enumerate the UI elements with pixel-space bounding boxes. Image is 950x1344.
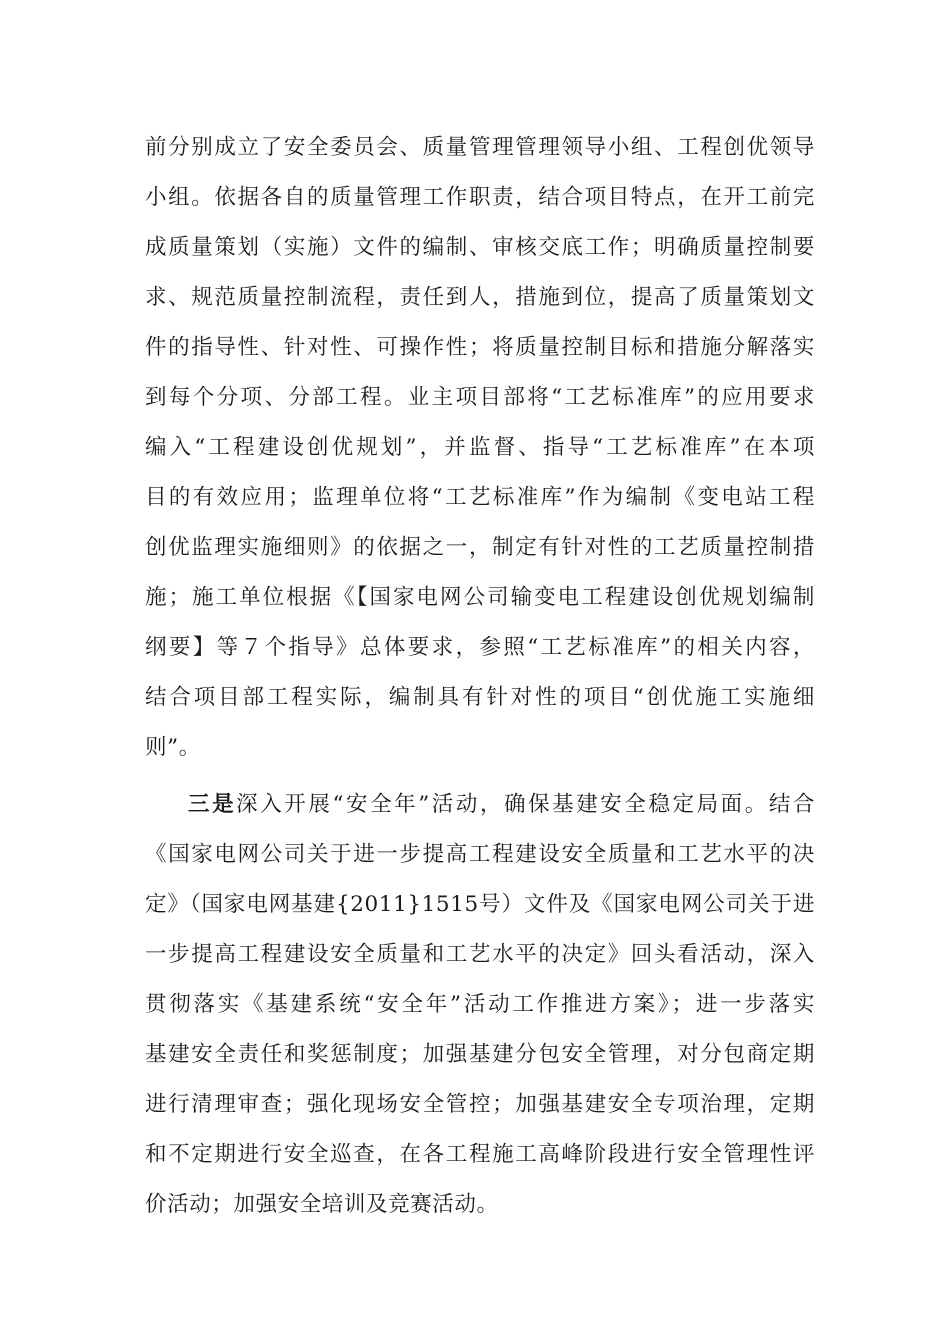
paragraph-line: 纲要】等７个指导》总体要求，参照“工艺标准库”的相关内容， xyxy=(145,635,815,660)
paragraph-line: 件的指导性、针对性、可操作性；将质量控制目标和措施分解落实 xyxy=(145,335,815,360)
paragraph-line: 小组。依据各自的质量管理工作职责，结合项目特点，在开工前完 xyxy=(145,185,815,210)
paragraph-line: 则”。 xyxy=(145,735,201,760)
paragraph-line: 一步提高工程建设安全质量和工艺水平的决定》回头看活动，深入 xyxy=(145,942,815,967)
paragraph-line: 目的有效应用；监理单位将“工艺标准库”作为编制《变电站工程 xyxy=(145,485,815,510)
paragraph-line: 创优监理实施细则》的依据之一，制定有针对性的工艺质量控制措 xyxy=(145,535,815,560)
paragraph-line: 施；施工单位根据《【国家电网公司输变电工程建设创优规划编制 xyxy=(145,585,815,610)
paragraph-line: 编入“工程建设创优规划”，并监督、指导“工艺标准库”在本项 xyxy=(145,435,815,460)
paragraph-line: 成质量策划（实施）文件的编制、审核交底工作；明确质量控制要 xyxy=(145,235,815,260)
paragraph-line: 基建安全责任和奖惩制度；加强基建分包安全管理，对分包商定期 xyxy=(145,1042,815,1067)
paragraph-line: 结合项目部工程实际，编制具有针对性的项目“创优施工实施细 xyxy=(145,685,815,710)
paragraph-line: 前分别成立了安全委员会、质量管理管理领导小组、工程创优领导 xyxy=(145,135,815,160)
lead-bold-text: 三是 xyxy=(188,792,237,817)
paragraph-line: 求、规范质量控制流程，责任到人，措施到位，提高了质量策划文 xyxy=(145,285,815,310)
paragraph-line: 定》（国家电网基建{2011}1515号）文件及《国家电网公司关于进 xyxy=(145,892,815,917)
paragraph-line: 贯彻落实《基建系统“安全年”活动工作推进方案》；进一步落实 xyxy=(145,992,815,1017)
first-line-text: 深入开展“安全年”活动，确保基建安全稳定局面。结合 xyxy=(236,792,815,817)
paragraph-line: 进行清理审查；强化现场安全管控；加强基建安全专项治理，定期 xyxy=(145,1092,815,1117)
paragraph-line: 到每个分项、分部工程。业主项目部将“工艺标准库”的应用要求 xyxy=(145,385,815,410)
paragraph-line: 价活动；加强安全培训及竞赛活动。 xyxy=(145,1192,499,1217)
paragraph-line: 和不定期进行安全巡查，在各工程施工高峰阶段进行安全管理性评 xyxy=(145,1142,815,1167)
paragraph-line: 《国家电网公司关于进一步提高工程建设安全质量和工艺水平的决 xyxy=(145,842,815,867)
paragraph-first-line xyxy=(145,790,815,820)
